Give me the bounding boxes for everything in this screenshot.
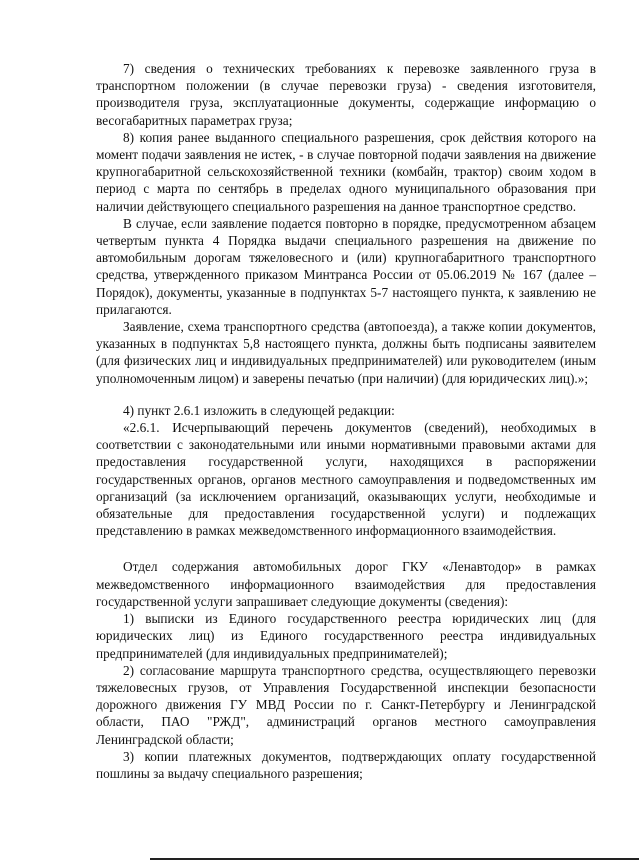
list-item-7-technical-requirements: 7) сведения о технических требованиях к перевозке заявленного груза в транспортном положении (в случае перевозки груза) - сведения изготовителя, производителя груза, эксплуатационные документы, содержащие информацию о весогабаритных параметрах груза;	[96, 61, 596, 128]
paragraph-spacer	[96, 539, 596, 558]
paragraph-spacer	[96, 387, 596, 402]
paragraph-signature-requirements: Заявление, схема транспортного средства (автопоезда), а также копии документов, указанных в подпунктах 5,8 настоящего пункта, должны быть подписаны заявителем (для физических лиц и индивидуальных предпринимателей) или руководителем (иным уполномоченным лицом) и заверены печатью (при наличии) (для юридических лиц).»;	[96, 319, 596, 386]
page-bottom-edge-line	[150, 858, 639, 860]
clause-2-6-1-text: «2.6.1. Исчерпывающий перечень документов (сведений), необходимых в соответствии с законодательными или иными нормативными правовыми актами для предоставления государственной услуги, находящихся в распоряжении государственных органов, органов местного самоуправления и подведомственных им организаций (за исключением организаций, оказывающих услуги, необходимые и обязательные для предоставления государственной услуги) и подлежащих представлению в рамках межведомственного информационного взаимодействия.	[96, 420, 596, 539]
paragraph-repeat-application: В случае, если заявление подается повторно в порядке, предусмотренном абзацем четвертым пункта 4 Порядка выдачи специального разрешения на движение по автомобильным дорогам тяжеловесного и (или) крупногабаритного транспортного средства, утвержденного приказом Минтранса России от 05.06.2019 № 167 (далее – Порядок), документы, указанные в подпунктах 5-7 настоящего пункта, к заявлению не прилагаются.	[96, 215, 596, 317]
request-item-3-payment-documents: 3) копии платежных документов, подтверждающих оплату государственной пошлины за выдачу специального разрешения;	[96, 748, 596, 781]
request-item-2-route-approval: 2) согласование маршрута транспортного средства, осуществляющего перевозки тяжеловесных грузов, от Управления Государственной инспекции безопасности дорожного движения ГУ МВД России по г. Санкт-Петербургу и Ленинградской области, ПАО "РЖД", администраций органов местного самоуправления Ленинградской области;	[96, 662, 596, 747]
list-item-8-previous-permit-copy: 8) копия ранее выданного специального разрешения, срок действия которого на момент подачи заявления не истек, - в случае повторной подачи заявления на движение крупногабаритной сельскохозяйственной техники (комбайн, трактор) своим ходом в период с марта по сентябрь в пределах одного муниципального образования при наличии действующего специального разрешения на данное транспортное средство.	[96, 129, 596, 214]
request-item-1-registry-extracts: 1) выписки из Единого государственного реестра юридических лиц (для юридических лиц) из Единого государственного реестра индивидуальных предпринимателей (для индивидуальных предпринимателей);	[96, 611, 596, 661]
document-body	[96, 60, 596, 782]
amendment-item-4-heading: 4) пункт 2.6.1 изложить в следующей редакции:	[123, 402, 395, 418]
paragraph-lenavtodor-request: Отдел содержания автомобильных дорог ГКУ «Ленавтодор» в рамках межведомственного информационного взаимодействия для предоставления государственной услуги запрашивает следующие документы (сведения):	[96, 559, 596, 609]
